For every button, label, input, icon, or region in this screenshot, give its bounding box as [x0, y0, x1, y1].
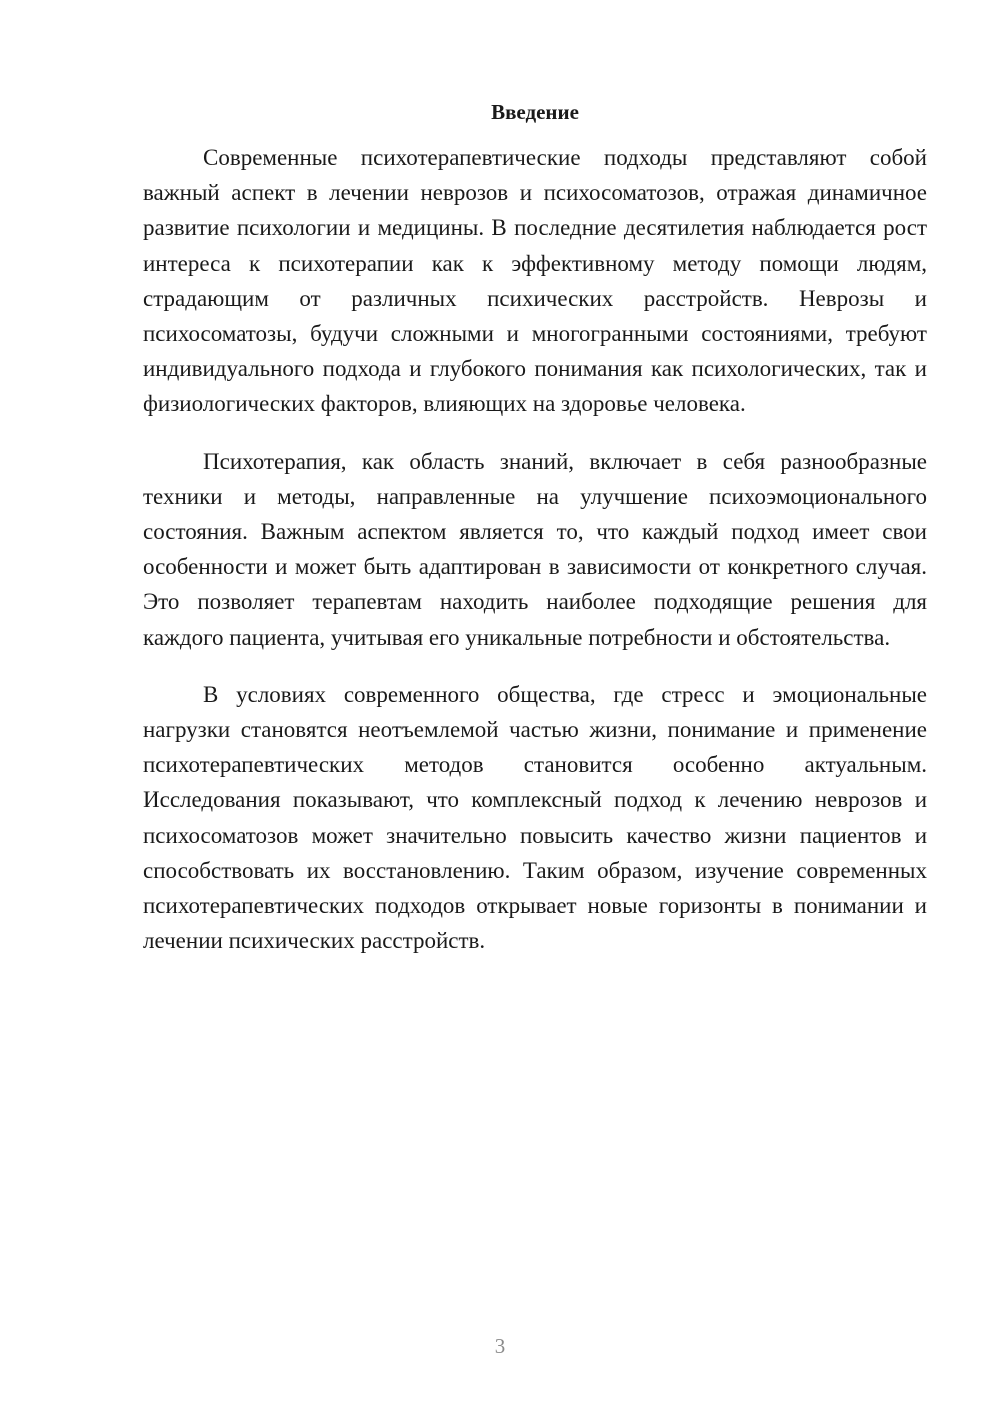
section-heading: Введение [491, 100, 579, 124]
page-content [143, 96, 927, 980]
paragraph-3: В условиях современного общества, где стресс и эмоциональные нагрузки становятся неотъемлемой частью жизни, понимание и применение психотерапевтических методов становится особенно актуальным. Исследования показывают, что комплексный подход к лечению неврозов и психосоматозов может значительно повысить качество жизни пациентов и способствовать их восстановлению. Таким образом, изучение современных психотерапевтических подходов открывает новые горизонты в понимании и лечении психических расстройств. [143, 681, 927, 954]
page-number: 3 [494, 1334, 506, 1358]
paragraph-1: Современные психотерапевтические подходы представляют собой важный аспект в лечении неврозов и психосоматозов, отражая динамичное развитие психологии и медицины. В последние десятилетия наблюдается рост интереса к психотерапии как к эффективному методу помощи людям, страдающим от различных психических расстройств. Неврозы и психосоматозы, будучи сложными и многогранными состояниями, требуют индивидуального подхода и глубокого понимания как психологических, так и физиологических факторов, влияющих на здоровье человека. [143, 145, 927, 417]
paragraph-2: Психотерапия, как область знаний, включает в себя разнообразные техники и методы, направленные на улучшение психоэмоционального состояния. Важным аспектом является то, что каждый подход имеет свои особенности и может быть адаптирован в зависимости от конкретного случая. Это позволяет терапевтам находить наиболее подходящие решения для каждого пациента, учитывая его уникальные потребности и обстоятельства. [143, 448, 927, 650]
